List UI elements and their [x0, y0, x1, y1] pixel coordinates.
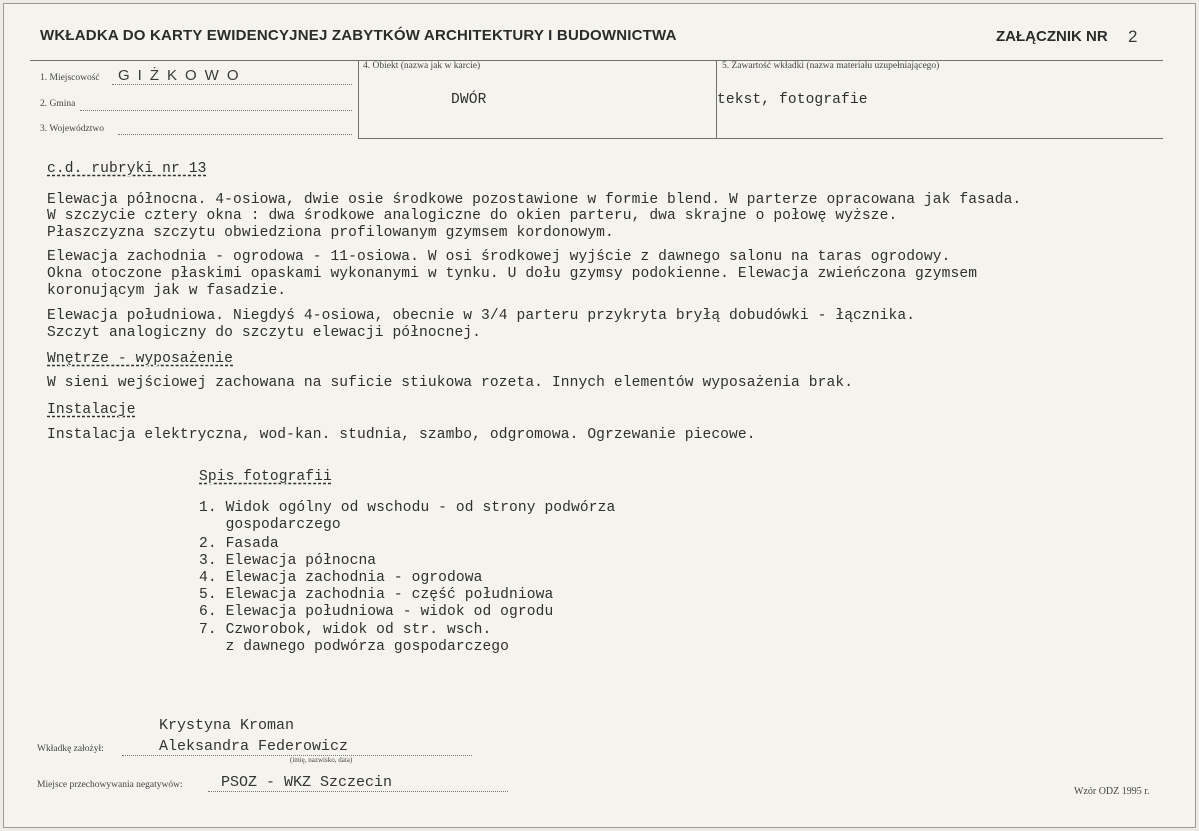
photo-item-3: 3. Elewacja północna [199, 553, 377, 569]
south-line-2: Szczyt analogiczny do szczytu elewacji północnej. [47, 325, 482, 341]
author-label: Wkładkę założył: [37, 744, 104, 754]
annex-label: ZAŁĄCZNIK NR [996, 28, 1108, 45]
negatives-label: Miejsce przechowywania negatywów: [37, 780, 183, 790]
object-value: DWÓR [451, 92, 487, 108]
author-name-2: Aleksandra Federowicz [159, 738, 349, 755]
commune-line [80, 110, 352, 111]
locality-value: GIŻKOWO [118, 67, 247, 84]
photo-item-2: 2. Fasada [199, 536, 279, 552]
photo-item-4: 4. Elewacja zachodnia - ogrodowa [199, 570, 483, 586]
photos-heading: Spis fotografii [199, 469, 332, 485]
negatives-value: PSOZ - WKZ Szczecin [221, 774, 393, 791]
form-code: Wzór ODZ 1995 r. [1074, 786, 1150, 797]
annex-number: 2 [1128, 27, 1138, 46]
north-line-3: Płaszczyzna szczytu obwiedziona profilowanym gzymsem kordonowym. [47, 225, 614, 241]
south-line-1: Elewacja południowa. Niegdyś 4-osiowa, obecnie w 3/4 parteru przykryta bryłą dobudówki - łącznika. [47, 308, 916, 324]
photo-item-6: 6. Elewacja południowa - widok od ogrodu [199, 604, 554, 620]
west-line-2: Okna otoczone płaskimi opaskami wykonanymi w tynku. U dołu gzymsy podokienne. Elewacja zwieńczona gzymsem [47, 266, 978, 282]
header-bottom-rule [358, 138, 1163, 139]
header-top-rule [30, 60, 1163, 61]
author-name-1: Krystyna Kroman [159, 717, 295, 734]
interior-heading: Wnętrze - wyposażenie [47, 351, 234, 367]
photo-item-1: 1. Widok ogólny od wschodu - od strony podwórza [199, 500, 616, 516]
locality-line [112, 84, 352, 85]
object-label: 4. Obiekt (nazwa jak w karcie) [363, 61, 481, 71]
west-line-1: Elewacja zachodnia - ogrodowa - 11-osiowa. W osi środkowej wyjście z dawnego salonu na taras ogrodowy. [47, 249, 951, 265]
content-value: tekst, fotografie [717, 92, 868, 108]
photo-item-1-cont: gospodarczego [199, 517, 341, 533]
photo-item-5: 5. Elewacja zachodnia - część południowa [199, 587, 554, 603]
voivodeship-label: 3. Województwo [40, 124, 104, 134]
column-divider-1 [358, 60, 359, 139]
content-label: 5. Zawartość wkładki (nazwa materiału uzupełniającego) [722, 61, 940, 71]
photo-item-7: 7. Czworobok, widok od str. wsch. [199, 622, 492, 638]
west-line-3: koronującym jak w fasadzie. [47, 283, 287, 299]
north-line-2: W szczycie cztery okna : dwa środkowe analogiczne do okien parteru, dwa skrajne o połowę wyższe. [47, 208, 898, 224]
author-hint: (imię, nazwisko, data) [290, 756, 353, 764]
voivodeship-line [118, 134, 352, 135]
installations-heading: Instalacje [47, 402, 136, 418]
installations-text: Instalacja elektryczna, wod-kan. studnia, szambo, odgromowa. Ogrzewanie piecowe. [47, 427, 756, 443]
record-card [3, 3, 1196, 828]
commune-label: 2. Gmina [40, 99, 76, 109]
photo-item-7-cont: z dawnego podwórza gospodarczego [199, 639, 510, 655]
interior-text: W sieni wejściowej zachowana na suficie stiukowa rozeta. Innych elementów wyposażenia brak. [47, 375, 854, 391]
document-title: WKŁADKA DO KARTY EWIDENCYJNEJ ZABYTKÓW ARCHITEKTURY I BUDOWNICTWA [40, 27, 677, 44]
locality-label: 1. Miejscowość [40, 73, 100, 83]
north-line-1: Elewacja północna. 4-osiowa, dwie osie środkowe pozostawione w formie blend. W parterze opracowana jak fasada. [47, 192, 1022, 208]
negatives-line [208, 791, 508, 792]
continuation-heading: c.d. rubryki nr 13 [47, 161, 207, 177]
